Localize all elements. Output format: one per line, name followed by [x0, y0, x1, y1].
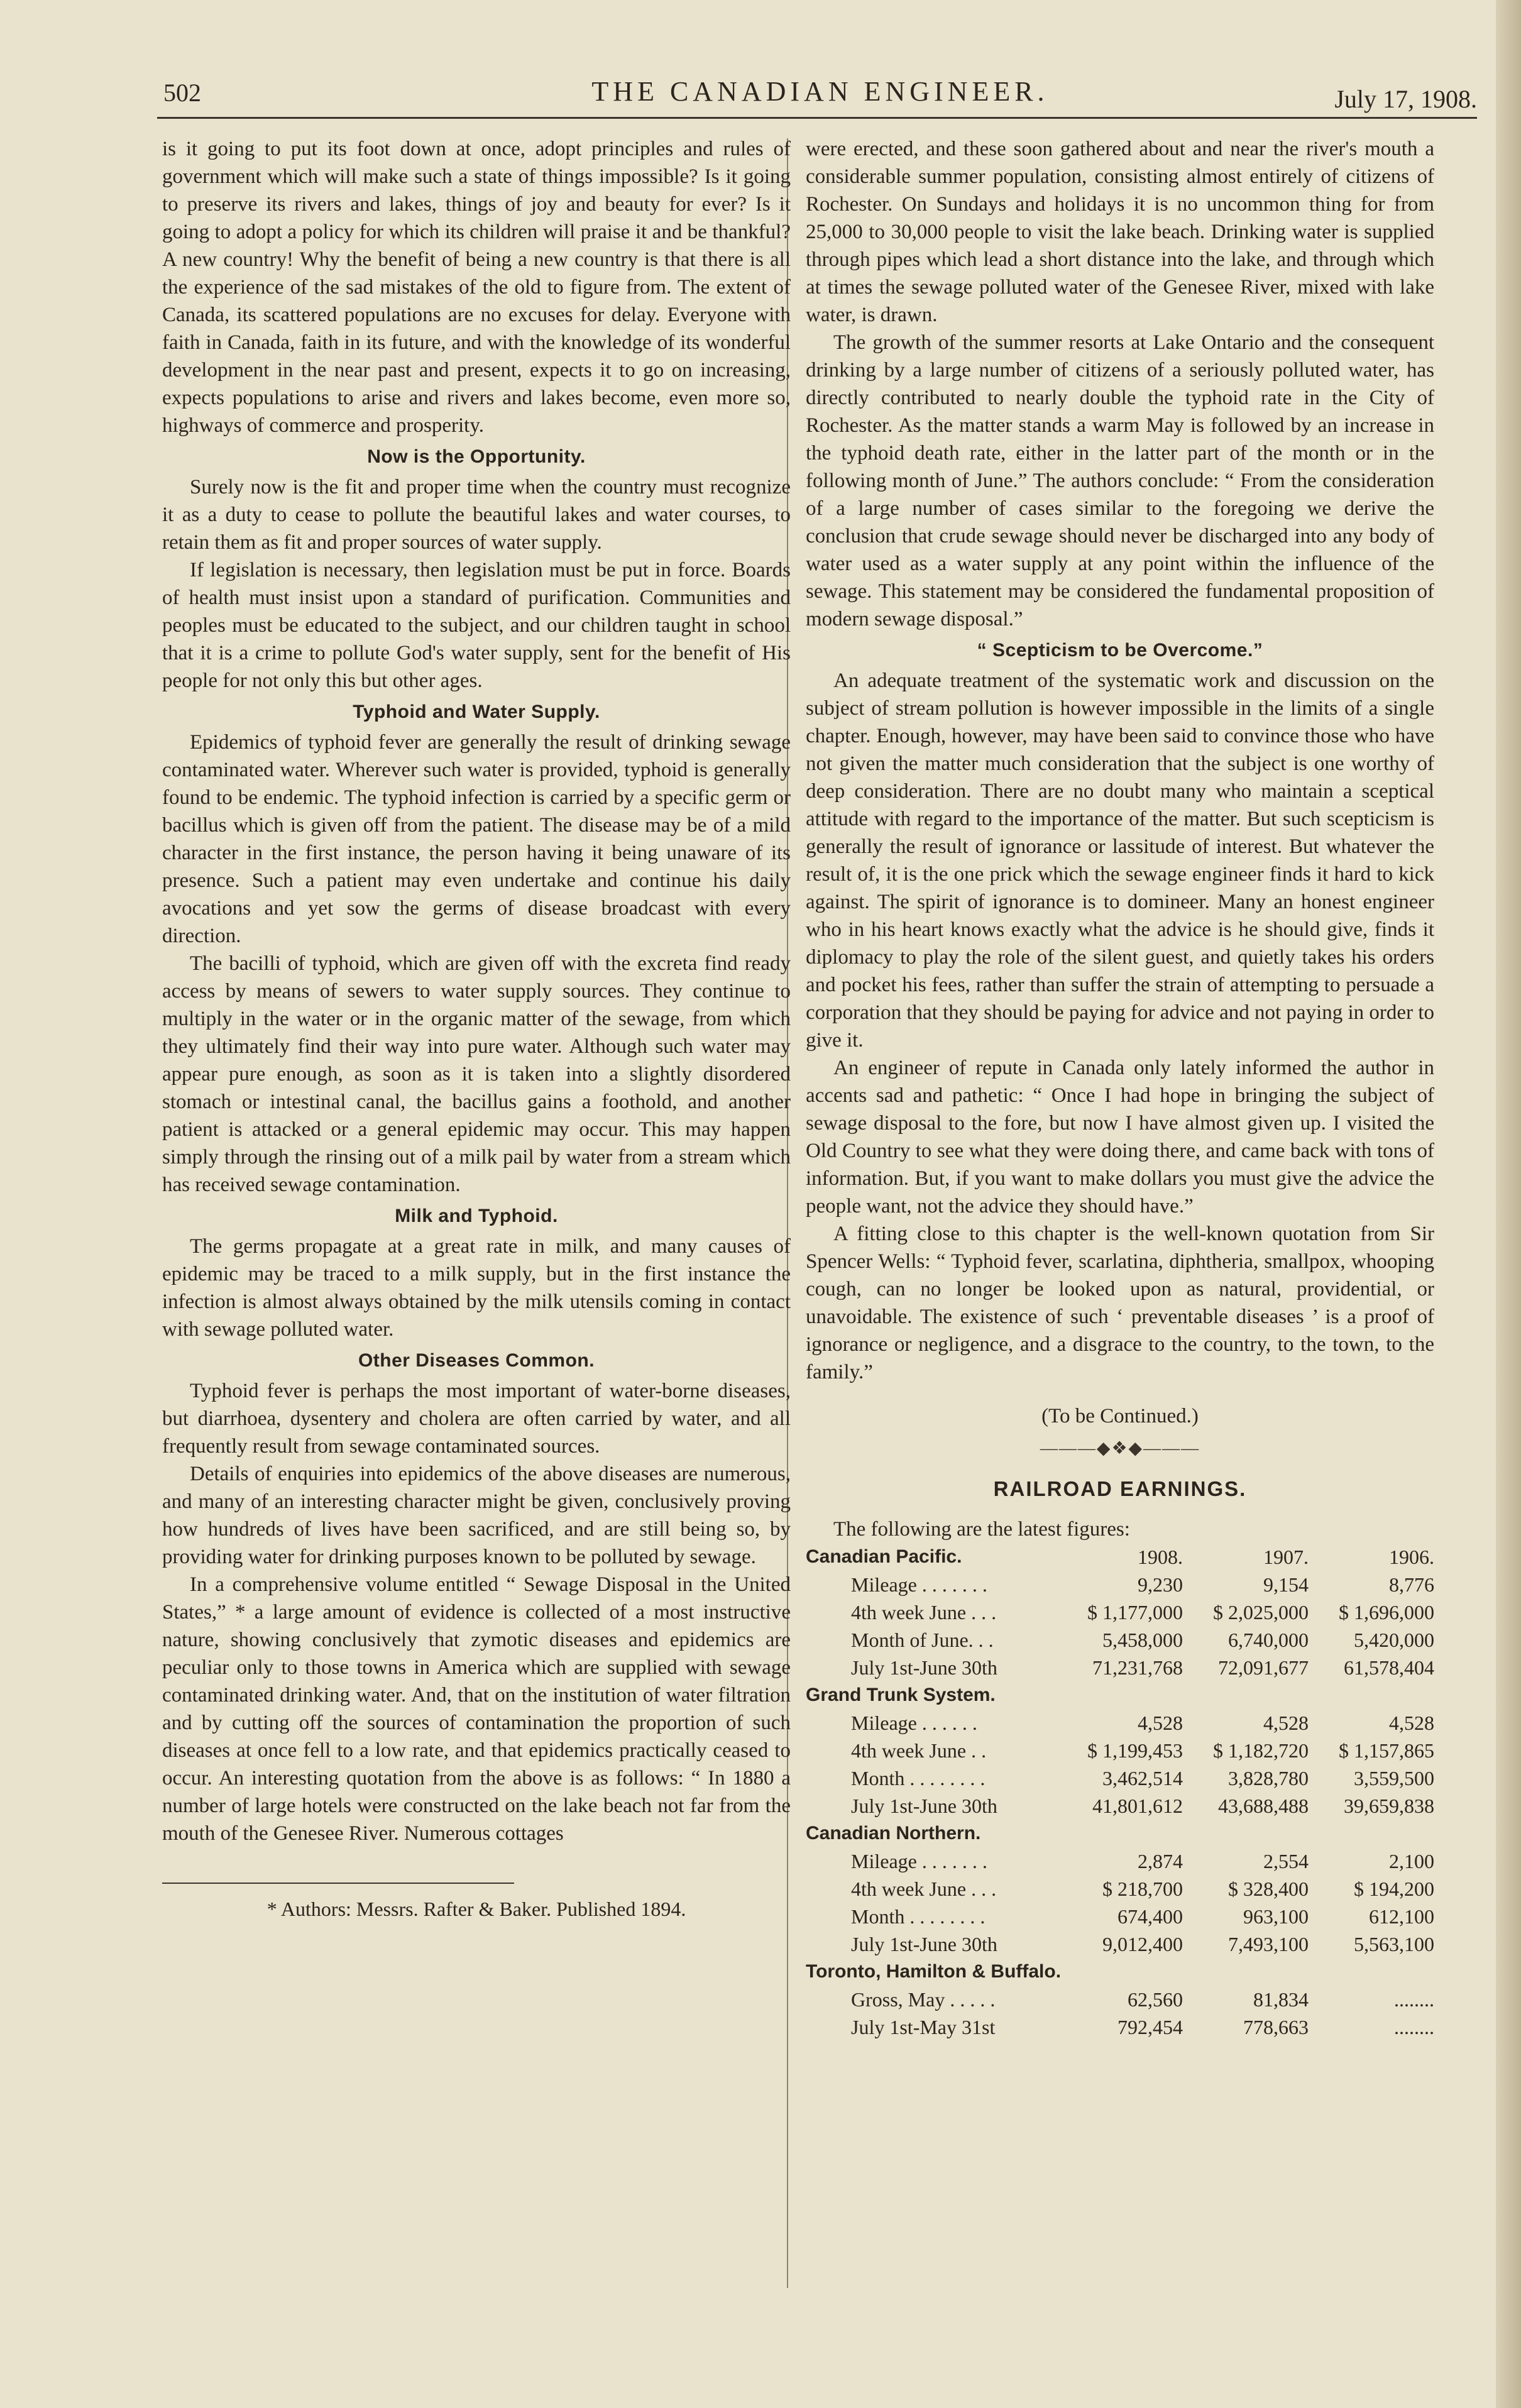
paragraph-growth: The growth of the summer resorts at Lake Ontario and the consequent drinking by a large number of citizens of a seriously polluted water, has directly contributed to nearly double the typhoid rate in the City of Rochester. As the matter stands a warm May is followed by an increase in the typhoid death rate, either in the latter part of the month or in the following month of June.” The authors conclude: “ From the consideration of a large number of cases similar to the foregoing we derive the conclusion that crude sewage should never be discharged into any body of water used as a water supply at any point within the influence of the sewage. This statement may be considered the fundamental proposition of modern sewage disposal.”	[806, 331, 1434, 630]
table-row	[806, 1903, 1434, 1930]
row-label: July 1st-May 31st	[851, 2016, 996, 2038]
ornament-divider: ———◆❖◆———	[1040, 1439, 1200, 1458]
value-1906: 5,563,100	[1354, 1933, 1434, 1955]
company-name: Canadian Northern.	[806, 1823, 981, 1844]
value-1908: 71,231,768	[1092, 1656, 1183, 1679]
value-1906: ........	[1394, 2016, 1434, 2038]
value-1906: 3,559,500	[1354, 1767, 1434, 1790]
year-header: 1907.	[1263, 1546, 1309, 1568]
company-name: Toronto, Hamilton & Buffalo.	[806, 1961, 1062, 1982]
row-label: Gross, May . . . . .	[851, 1988, 996, 2011]
issue-date: July 17, 1908.	[1334, 85, 1477, 113]
table-row	[806, 1958, 1434, 1986]
value-1906: 61,578,404	[1344, 1656, 1434, 1679]
page-header	[163, 70, 1477, 121]
table-row	[806, 1709, 1434, 1737]
table-row	[806, 1847, 1434, 1875]
year-header: 1906.	[1389, 1546, 1434, 1568]
value-1908: 4,528	[1138, 1712, 1183, 1734]
value-1907: $ 2,025,000	[1213, 1601, 1309, 1624]
table-row	[806, 1930, 1434, 1958]
value-1907: 9,154	[1263, 1573, 1309, 1596]
value-1908: 2,874	[1138, 1850, 1183, 1872]
value-1908: $ 1,199,453	[1087, 1739, 1183, 1762]
subheading-scepticism: “ Scepticism to be Overcome.”	[977, 640, 1263, 661]
value-1908: 9,230	[1138, 1573, 1183, 1596]
table-row	[806, 1875, 1434, 1903]
row-label: Mileage . . . . . . .	[851, 1573, 987, 1596]
value-1906: 612,100	[1369, 1905, 1434, 1928]
right-column	[806, 135, 1434, 2041]
paragraph-scepticism-3: A fitting close to this chapter is the well-known quotation from Sir Spencer Wells: “ Typhoid fever, scarlatina, diphtheria, smallpox, whooping cough, can no longer be looked upon as natural, providential, or unavoidable. The existence of such ‘ preventable diseases ’ is a proof of ignorance or negligence, and a disgrace to the country, to the town, to the family.”	[806, 1223, 1434, 1383]
table-row	[806, 1626, 1434, 1654]
table-row	[806, 1764, 1434, 1792]
value-1906: $ 1,696,000	[1339, 1601, 1434, 1624]
year-header: 1908.	[1138, 1546, 1183, 1568]
value-1908: 3,462,514	[1102, 1767, 1183, 1790]
page-edge	[1496, 0, 1521, 2408]
paragraph-intro: is it going to put its foot down at once, adopt principles and rules of government which will make such a state of things impossible? Is it going to preserve its rivers and lakes, things of joy and beauty for ever? Is it going to adopt a policy for which its children will praise it and be thankful? A new country! Why the benefit of being a new country is that there is all the experience of the sad mistakes of the old to figure from. The extent of Canada, its scattered populations are no excuses for delay. Everyone with faith in Canada, faith in its future, and with the knowledge of its wonderful development in the near past and present, expects it to go on increasing, expects populations to arise and rivers and lakes become, even more so, highways of commerce and prosperity.	[162, 138, 791, 437]
subheading-milk: Milk and Typhoid.	[395, 1206, 558, 1226]
value-1907: 72,091,677	[1218, 1656, 1309, 1679]
paragraph-milk: The germs propagate at a great rate in milk, and many causes of epidemic may be traced to a milk supply, but in the first instance the infection is almost always obtained by the milk utensils coming in contact with sewage polluted water.	[162, 1235, 791, 1341]
company-name: Grand Trunk System.	[806, 1685, 996, 1705]
table-row	[806, 1654, 1434, 1681]
row-label: 4th week June . . .	[851, 1601, 997, 1624]
table-row	[806, 1571, 1434, 1598]
row-label: Month . . . . . . . .	[851, 1767, 986, 1790]
subheading-other-diseases: Other Diseases Common.	[358, 1350, 595, 1371]
header-rule	[157, 117, 1477, 119]
paragraph-continuation: were erected, and these soon gathered about and near the river's mouth a considerable summer population, consisting almost entirely of citizens of Rochester. On Sundays and holidays it is no uncommon thing for from 25,000 to 30,000 people to visit the lake beach. Drinking water is supplied through pipes which lead a short distance into the lake, and through which at times the sewage polluted water of the Genesee River, mixed with lake water, is drawn.	[806, 138, 1434, 326]
paragraph-opportunity-2: If legislation is necessary, then legislation must be put in force. Boards of health must insist upon a standard of purification. Communities and peoples must be educated to the subject, and our children taught in school that it is a crime to pollute God's water supply, sent for the benefit of His people for not only this but other ages.	[162, 559, 791, 692]
row-label: Month . . . . . . . .	[851, 1905, 986, 1928]
paragraph-other-3: In a comprehensive volume entitled “ Sewage Disposal in the United States,” * a large amount of evidence is collected of a most instructive nature, showing conclusively that zymotic diseases and epidemics are peculiar only to those towns in America which are supplied with sewage contaminated drinking water. And, that on the institution of water filtration and by cutting off the sources of contamination the proportion of such diseases at once fell to a low rate, and that epidemics practically ceased to occur. An interesting quotation from the above is as follows: “ In 1880 a number of large hotels were constructed on the lake beach not far from the mouth of the Genesee River. Numerous cottages	[162, 1573, 791, 1845]
footnote: * Authors: Messrs. Rafter & Baker. Published 1894.	[266, 1898, 686, 1920]
earnings-table	[806, 1543, 1434, 2041]
left-column	[162, 135, 791, 1923]
row-label: July 1st-June 30th	[851, 1656, 997, 1679]
value-1908: 792,454	[1117, 2016, 1183, 2038]
value-1908: $ 218,700	[1102, 1877, 1183, 1900]
table-row	[806, 1820, 1434, 1847]
paragraph-scepticism-1: An adequate treatment of the systematic work and discussion on the subject of stream pollution is however impossible in the limits of a single chapter. Enough, however, may have been said to convince those who have not given the matter much consideration that the subject is one worthy of deep consideration. There are no doubt many who maintain a sceptical attitude with regard to the importance of the matter. But such scepticism is generally the result of ignorance or lassitude of interest. But whatever the result of, it is the one prick which the sewage engineer finds it hard to kick against. The spirit of ignorance is to domineer. Many an honest engineer who in his heart knows exactly what the advice is he should give, finds it diplomacy to play the role of the silent guest, and quietly takes his orders and pocket his fees, rather than suffer the strain of attempting to persuade a corporation that they should be paying for advice and not paying in order to give it.	[806, 669, 1434, 1052]
row-label: Mileage . . . . . . .	[851, 1850, 987, 1872]
table-row	[806, 1681, 1434, 1709]
value-1907: 2,554	[1263, 1850, 1309, 1872]
value-1906: 4,528	[1389, 1712, 1434, 1734]
value-1906: 5,420,000	[1354, 1629, 1434, 1651]
row-label: 4th week June . .	[851, 1739, 987, 1762]
value-1908: $ 1,177,000	[1087, 1601, 1183, 1624]
value-1906: 8,776	[1389, 1573, 1434, 1596]
table-row	[806, 1543, 1434, 1571]
paragraph-scepticism-2: An engineer of repute in Canada only lately informed the author in accents sad and pathetic: “ Once I had hope in bringing the subject of sewage disposal to the fore, but now I have almost given up. I visited the Old Country to see what they were doing there, and came back with tons of information. But, if you want to make dollars you must give the advice the people want, not the advice they should have.”	[806, 1057, 1434, 1218]
value-1906: ........	[1394, 1988, 1434, 2011]
table-row	[806, 1737, 1434, 1764]
row-label: July 1st-June 30th	[851, 1933, 997, 1955]
paragraph-other-1: Typhoid fever is perhaps the most important of water-borne diseases, but diarrhoea, dysentery and cholera are often carried by water, and all frequently result from sewage contaminated sources.	[162, 1380, 791, 1458]
paragraph-typhoid-1: Epidemics of typhoid fever are generally the result of drinking sewage contaminated water. Wherever such water is provided, typhoid is generally found to be endemic. The typhoid infection is carried by a specific germ or bacillus which is given off from the patient. The disease may be of a mild character in the first instance, the person having it being unaware of its presence. Such a patient may even undertake and continue his daily avocations and yet sow the germs of disease broadcast with every direction.	[162, 731, 791, 947]
journal-title: THE CANADIAN ENGINEER.	[591, 76, 1049, 107]
paragraph-other-2: Details of enquiries into epidemics of the above diseases are numerous, and many of an interesting character might be given, conclusively proving how hundreds of lives have been sacrificed, and are still being so, by providing water for drinking purposes known to be polluted by sewage.	[162, 1463, 791, 1568]
table-row	[806, 1598, 1434, 1626]
value-1908: 5,458,000	[1102, 1629, 1183, 1651]
subheading-typhoid: Typhoid and Water Supply.	[353, 701, 600, 722]
value-1908: 9,012,400	[1102, 1933, 1183, 1955]
value-1907: 6,740,000	[1228, 1629, 1309, 1651]
subheading-opportunity: Now is the Opportunity.	[367, 446, 586, 467]
value-1906: $ 1,157,865	[1339, 1739, 1434, 1762]
row-label: July 1st-June 30th	[851, 1795, 997, 1817]
value-1907: 7,493,100	[1228, 1933, 1309, 1955]
page-number: 502	[163, 79, 201, 107]
row-label: Month of June. . .	[851, 1629, 994, 1651]
paragraph-typhoid-2: The bacilli of typhoid, which are given off with the excreta find ready access by means of sewers to water supply sources. They continue to multiply in the water or in the organic matter of the sewage, from which they ultimately find their way into pure water. Although such water may appear pure enough, as soon as it is taken into a slightly disordered stomach or intestinal canal, the bacillus gains a foothold, and another patient is attacked or a general epidemic may occur. This may happen simply through the rinsing out of a milk pail by water from a stream which has received sewage contamination.	[162, 952, 791, 1196]
value-1908: 41,801,612	[1092, 1795, 1183, 1817]
value-1906: 39,659,838	[1344, 1795, 1434, 1817]
to-be-continued: (To be Continued.)	[1041, 1405, 1199, 1427]
table-row	[806, 1986, 1434, 2013]
value-1906: 2,100	[1389, 1850, 1434, 1872]
company-name: Canadian Pacific.	[806, 1546, 962, 1567]
value-1907: 3,828,780	[1228, 1767, 1309, 1790]
paragraph-opportunity-1: Surely now is the fit and proper time when the country must recognize it as a duty to cease to pollute the beautiful lakes and water courses, to retain them as fit and proper sources of water supply.	[162, 476, 791, 554]
value-1906: $ 194,200	[1354, 1877, 1434, 1900]
table-row	[806, 1792, 1434, 1820]
row-label: Mileage . . . . . .	[851, 1712, 977, 1734]
table-row	[806, 2013, 1434, 2041]
value-1907: $ 328,400	[1228, 1877, 1309, 1900]
value-1907: 778,663	[1243, 2016, 1309, 2038]
value-1907: 4,528	[1263, 1712, 1309, 1734]
value-1907: 963,100	[1243, 1905, 1309, 1928]
value-1908: 62,560	[1128, 1988, 1183, 2011]
railroad-earnings-title: RAILROAD EARNINGS.	[993, 1477, 1247, 1500]
row-label: 4th week June . . .	[851, 1877, 997, 1900]
value-1907: 81,834	[1253, 1988, 1309, 2011]
value-1907: $ 1,182,720	[1213, 1739, 1309, 1762]
value-1908: 674,400	[1117, 1905, 1183, 1928]
footnote-rule	[162, 1883, 514, 1884]
value-1907: 43,688,488	[1218, 1795, 1309, 1817]
earnings-intro: The following are the latest figures:	[833, 1518, 1130, 1541]
